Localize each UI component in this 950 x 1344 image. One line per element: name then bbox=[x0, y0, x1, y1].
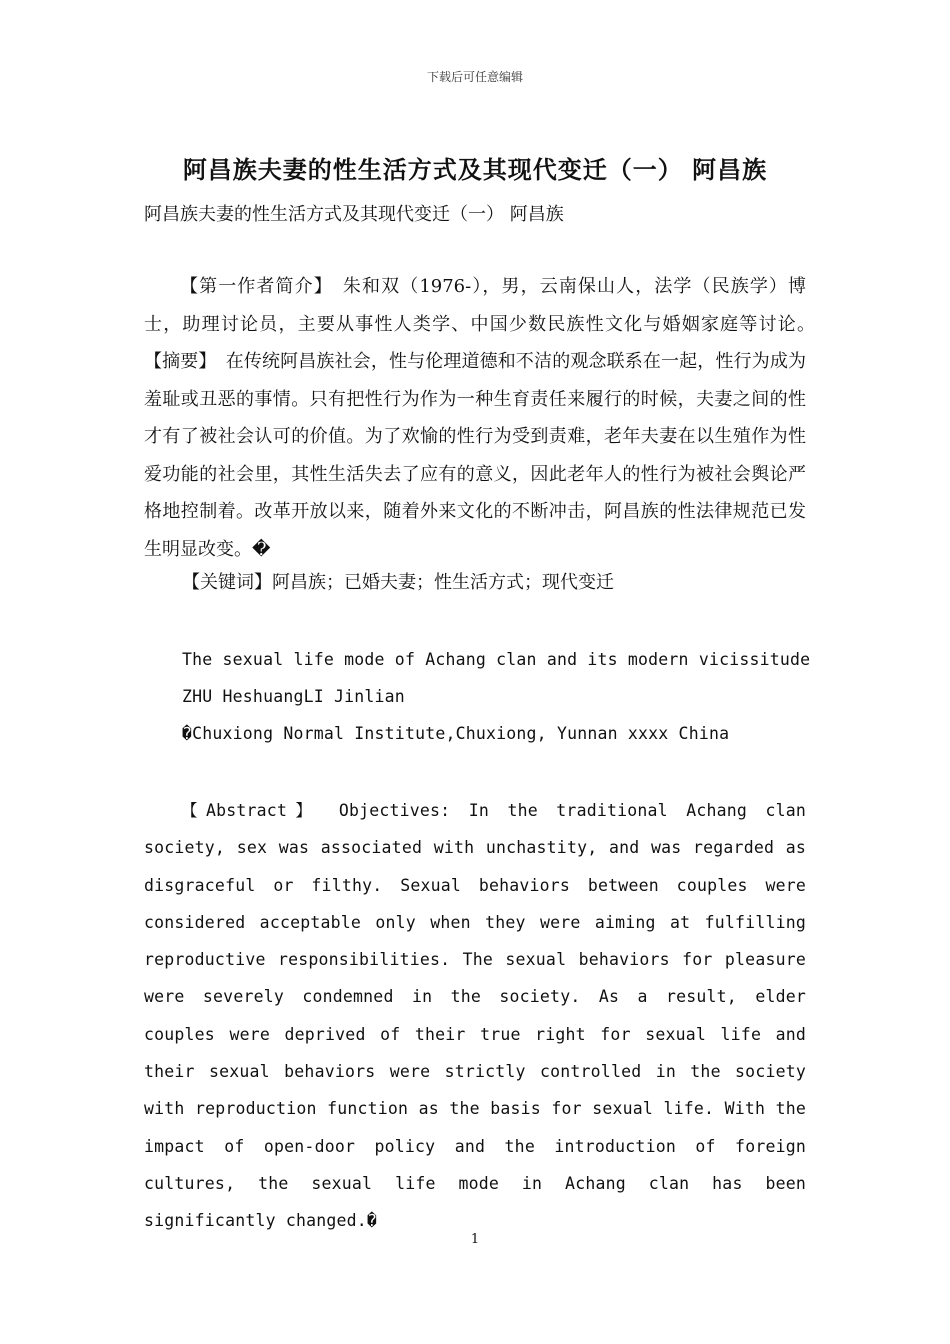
keywords-text: 阿昌族；已婚夫妻；性生活方式；现代变迁 bbox=[272, 572, 614, 593]
author-intro-text: 朱和双（1976-），男，云南保山人，法学（民族学）博士，助理讨论员，主要从事性人类学、中国少数民族性文化与婚姻家庭等讨论。 bbox=[144, 276, 807, 335]
english-affiliation: �Chuxiong Normal Institute,Chuxiong, Yunnan xxxx China bbox=[182, 724, 730, 743]
author-intro-label: 【第一作者简介】 bbox=[180, 276, 324, 297]
page-number: 1 bbox=[470, 1232, 480, 1247]
abstract-zh-label: 【摘要】 bbox=[144, 351, 208, 372]
english-authors: ZHU HeshuangLI Jinlian bbox=[182, 687, 405, 706]
document-title: 阿昌族夫妻的性生活方式及其现代变迁（一） 阿昌族 bbox=[182, 155, 768, 184]
english-title: The sexual life mode of Achang clan and its modern vicissitude bbox=[182, 650, 811, 669]
chinese-intro-and-abstract bbox=[144, 268, 806, 568]
document-subtitle: 阿昌族夫妻的性生活方式及其现代变迁（一） 阿昌族 bbox=[144, 204, 564, 225]
page-header: 下载后可任意编辑 bbox=[426, 70, 523, 84]
abstract-zh-text: 在传统阿昌族社会，性与伦理道德和不洁的观念联系在一起，性行为成为羞耻或丑恶的事情。只有把性行为作为一种生育责任来履行的时候，夫妻之间的性才有了被社会认可的价值。为了欢愉的性行为受到责难，老年夫妻在以生殖作为性爱功能的社会里，其性生活失去了应有的意义，因此老年人的性行为被社会舆论严格地控制着。改革开放以来，随着外来文化的不断冲击，阿昌族的性法律规范已发生明显改变。� bbox=[144, 351, 807, 560]
abstract-en-text: Objectives: In the traditional Achang clan society, sex was associated with unchastity, and was regarded as disgraceful or filthy. Sexual behaviors between couples were considered acceptable only when they were aiming at fulfilling reproductive responsibilities. The sexual behaviors for pleasure were severely condemned in the society. As a result, elder couples were deprived of their true right for sexual life and their sexual behaviors were strictly controlled in the society with reproduction function as the basis for sexual life. With the impact of open-door policy and the introduction of foreign cultures, the sexual life mode in Achang clan has been significantly changed.� bbox=[144, 801, 806, 1231]
keywords-label: 【关键词】 bbox=[182, 572, 272, 593]
keywords-line bbox=[182, 568, 614, 594]
english-abstract bbox=[144, 792, 806, 1240]
abstract-en-label: 【Abstract】 bbox=[181, 801, 321, 820]
